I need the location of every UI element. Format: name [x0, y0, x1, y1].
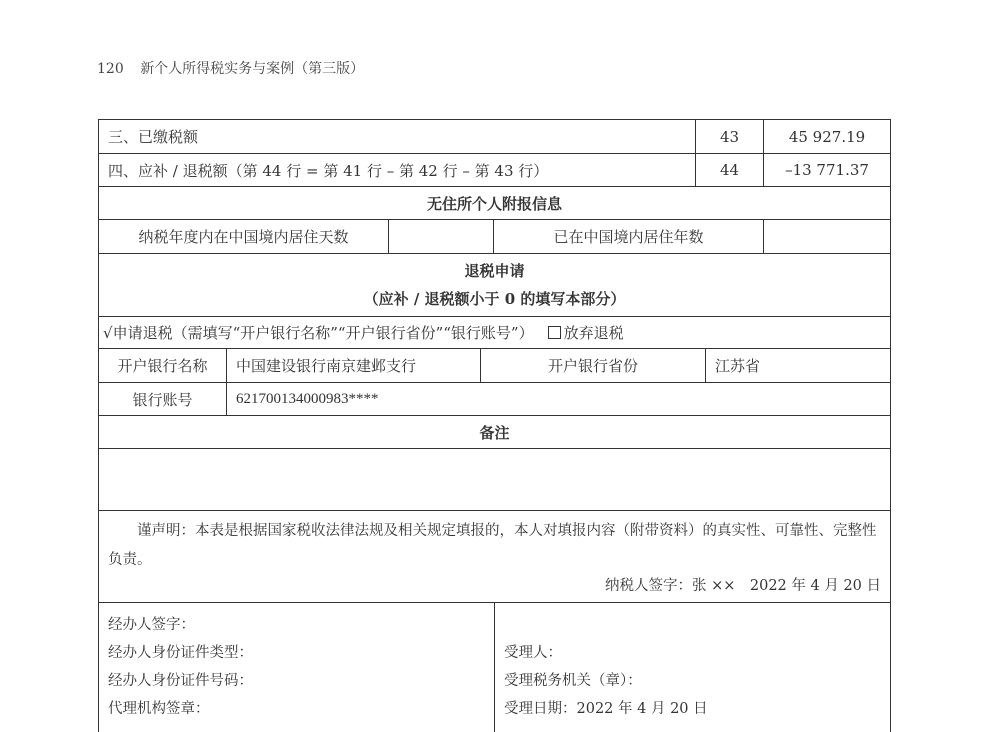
- paid-tax-amount: 45 927.19: [763, 120, 890, 153]
- waive-refund-checkbox[interactable]: [548, 326, 561, 339]
- account-value[interactable]: 621700134000983****: [226, 383, 890, 415]
- refund-due-line-no: 44: [695, 154, 763, 186]
- acceptance-section: [494, 603, 890, 732]
- nonresident-title-row: [98, 186, 891, 219]
- refund-due-amount: –13 771.37: [763, 154, 890, 186]
- remarks-title: 备注: [479, 423, 510, 442]
- agent-section: [99, 603, 494, 732]
- refund-due-row: [98, 153, 891, 186]
- page-header: [97, 58, 364, 78]
- refund-title-row: [98, 253, 891, 316]
- residence-years-value[interactable]: [763, 220, 890, 253]
- paid-tax-row: [98, 119, 891, 153]
- receiver: 受理人：: [504, 645, 562, 661]
- bank-row: [98, 348, 891, 382]
- remarks-title-row: [98, 415, 891, 448]
- bank-name-label: 开户银行名称: [117, 357, 208, 375]
- paid-tax-label: 三、已缴税额: [108, 128, 199, 146]
- paid-tax-line-no: 43: [695, 120, 763, 153]
- agent-sign: 经办人签字：: [108, 617, 195, 633]
- refund-subtitle: （应补 / 退税额小于 0 的填写本部分）: [363, 290, 626, 308]
- refund-title: 退税申请: [464, 262, 525, 280]
- book-title: 新个人所得税实务与案例（第三版）: [140, 61, 365, 77]
- declaration-row: [98, 510, 891, 602]
- agency-seal: 代理机构签章：: [108, 701, 210, 717]
- apply-refund-label: 申请退税（需填写“开户银行名称”“开户银行省份”“银行账号”）: [112, 324, 534, 342]
- acceptance-date: 受理日期：2022 年 4 月 20 日: [504, 701, 708, 717]
- waive-refund-option[interactable]: [548, 322, 624, 343]
- tax-form: [98, 119, 891, 719]
- refund-due-label: 四、应补 / 退税额（第 44 行 = 第 41 行 – 第 42 行 – 第 43 行）: [108, 161, 549, 180]
- residence-years-label: 已在中国境内居住年数: [493, 220, 763, 253]
- agent-id-type: 经办人身份证件类型：: [108, 645, 253, 661]
- declaration-text: 谨声明：本表是根据国家税收法律法规及相关规定填报的，本人对填报内容（附带资料）的真实性、可靠性、完整性负责。: [108, 523, 877, 568]
- agent-id-number: 经办人身份证件号码：: [108, 673, 253, 689]
- page-number: 120: [97, 61, 124, 77]
- agent-acceptance-row: [98, 602, 891, 732]
- account-row: [98, 382, 891, 415]
- refund-choice-row: [98, 316, 891, 348]
- refund-choice: [103, 317, 883, 348]
- remarks-content[interactable]: [108, 449, 881, 510]
- residence-days-value[interactable]: [388, 220, 493, 253]
- remarks-content-row: [98, 448, 891, 510]
- bank-province-label: 开户银行省份: [480, 349, 705, 382]
- bank-province-value[interactable]: 江苏省: [705, 349, 890, 382]
- nonresident-title: 无住所个人附报信息: [426, 194, 562, 213]
- residence-days-label: 纳税年度内在中国境内居住天数: [138, 228, 349, 246]
- residence-row: [98, 219, 891, 253]
- tax-office: 受理税务机关（章）：: [504, 673, 642, 689]
- bank-name-value[interactable]: 中国建设银行南京建邺支行: [226, 349, 480, 382]
- apply-refund-check-mark[interactable]: √: [103, 323, 113, 342]
- taxpayer-signature: 纳税人签字：张 ×× 2022 年 4 月 20 日: [604, 578, 881, 594]
- waive-refund-label: 放弃退税: [563, 324, 624, 342]
- account-label: 银行账号: [132, 390, 193, 409]
